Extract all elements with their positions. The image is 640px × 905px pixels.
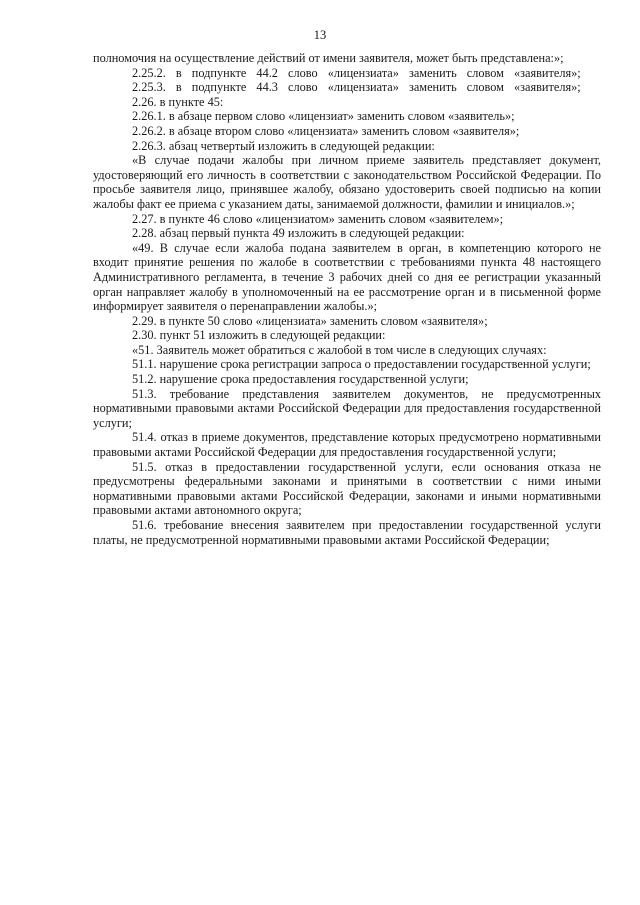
paragraph: «49. В случае если жалоба подана заявителем в орган, в компетенцию которого не входит принятие решения по жалобе в соответствии с требованиями пункта 48 настоящего Административного регламента, в течение 3 рабочих дней со дня ее регистрации указанный орган направляет жалобу в уполномоченный на ее рассмотрение орган и в письменной форме информирует заявителя о перенаправлении жалобы.»; [93, 240, 601, 314]
paragraph: 51.1. нарушение срока регистрации запроса о предоставлении государственной услуги; [132, 357, 591, 372]
paragraph: 2.25.2. в подпункте 44.2 слово «лицензиата» заменить словом «заявителя»; [132, 65, 581, 80]
paragraph: 51.3. требование представления заявителем документов, не предусмотренных нормативными правовыми актами Российской Федерации для предоставления государственной услуги; [93, 386, 601, 430]
paragraph: 2.25.3. в подпункте 44.3 слово «лицензиата» заменить словом «заявителя»; [132, 80, 581, 95]
paragraph: 2.26.1. в абзаце первом слово «лицензиат» заменить словом «заявитель»; [132, 109, 515, 124]
paragraph: 2.26.3. абзац четвертый изложить в следующей редакции: [132, 138, 435, 153]
paragraph: 2.30. пункт 51 изложить в следующей редакции: [132, 328, 386, 343]
paragraph: «51. Заявитель может обратиться с жалобой в том числе в следующих случаях: [132, 342, 547, 357]
paragraph: 2.26.2. в абзаце втором слово «лицензиата» заменить словом «заявителя»; [132, 123, 520, 138]
paragraph: полномочия на осуществление действий от имени заявителя, может быть представлена:»; [93, 51, 564, 65]
page-number: 13 [313, 28, 327, 42]
paragraph: 51.4. отказ в приеме документов, представление которых предусмотрено нормативными правовыми актами Российской Федерации для предоставления государственной услуги; [93, 430, 601, 460]
paragraph: 2.26. в пункте 45: [132, 94, 224, 109]
paragraph: 51.2. нарушение срока предоставления государственной услуги; [132, 372, 469, 387]
paragraph: 2.29. в пункте 50 слово «лицензиата» заменить словом «заявителя»; [132, 313, 488, 328]
document-body [93, 51, 601, 547]
paragraph: 51.6. требование внесения заявителем при предоставлении государственной услуги платы, не предусмотренной нормативными правовыми актами Российской Федерации; [93, 518, 601, 547]
paragraph: 51.5. отказ в предоставлении государственной услуги, если основания отказа не предусмотрены федеральными законами и принятыми в соответствии с ними иными нормативными правовыми актами Российской Федерации, законами и иными нормативными правовыми актами автономного округа; [93, 459, 601, 518]
paragraph: 2.28. абзац первый пункта 49 изложить в следующей редакции: [132, 226, 465, 241]
paragraph: «В случае подачи жалобы при личном приеме заявитель представляет документ, удостоверяющий его личность в соответствии с законодательством Российской Федерации. По просьбе заявителя лицо, принявшее жалобу, обязано удостоверить своей подписью на копии жалобы факт ее приема с указанием даты, занимаемой должности, фамилии и инициалов.»; [93, 153, 601, 211]
paragraph: 2.27. в пункте 46 слово «лицензиатом» заменить словом «заявителем»; [132, 211, 504, 226]
